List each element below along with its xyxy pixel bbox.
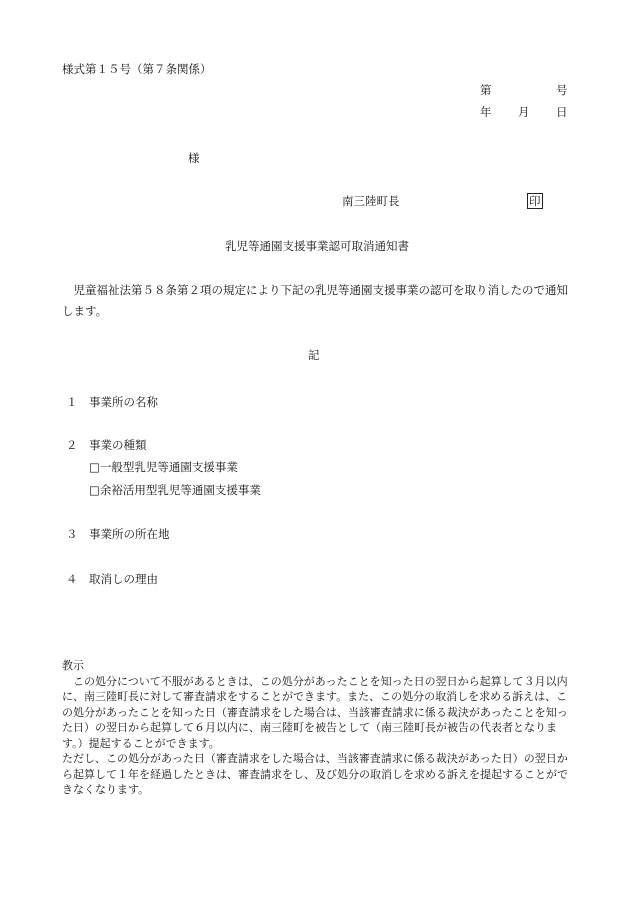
item-2-option-general: □一般型乳児等通園支援事業 <box>89 460 238 474</box>
item-2-label: 事業の種類 <box>89 438 147 452</box>
notice-paragraph-2: ただし、この処分があった日（審査請求をした場合は、当該審査請求に係る裁決があった日）の翌日から起算して１年を経過したときは、審査請求をし、及び処分の取消しを求める訴えを提起することができなくなります。 <box>62 752 568 796</box>
item-1-number: １ <box>66 395 78 409</box>
number-suffix: 号 <box>556 83 568 97</box>
date-day: 日 <box>556 105 568 119</box>
notice-block <box>62 658 574 798</box>
addressee-suffix: 様 <box>188 151 200 165</box>
ki-heading: 記 <box>308 348 320 362</box>
item-2-number: ２ <box>66 438 78 452</box>
item-2-option-surplus: □余裕活用型乳児等通園支援事業 <box>89 483 261 497</box>
notice-paragraph-1: この処分について不服があるときは、この処分があったことを知った日の翌日から起算して３月以内に、南三陸町長に対して審査請求をすることができます。また、この処分の取消しを求める訴えは、この処分があったことを知った日（審査請求をした場合は、当該審査請求に係る裁決があったことを知った日）の翌日から起算して６月以内に、南三陸町を被告として（南三陸町長が被告の代表者となります。）提起することができます。 <box>62 674 568 750</box>
document-title: 乳児等通園支援事業認可取消通知書 <box>225 239 409 253</box>
issuer-name: 南三陸町長 <box>342 194 400 208</box>
item-3-label: 事業所の所在地 <box>89 527 170 541</box>
body-text: 児童福祉法第５８条第２項の規定により下記の乳児等通園支援事業の認可を取り消したので通知します。 <box>62 283 568 318</box>
date-month: 月 <box>518 105 530 119</box>
item-3-number: ３ <box>66 527 78 541</box>
item-4-number: ４ <box>66 572 78 586</box>
item-1-label: 事業所の名称 <box>89 395 158 409</box>
date-year: 年 <box>480 105 492 119</box>
form-label: 様式第１５号（第７条関係） <box>62 62 212 76</box>
seal-icon: 印 <box>529 194 541 208</box>
notice-heading: 教示 <box>62 659 84 672</box>
number-prefix: 第 <box>480 83 492 97</box>
item-4-label: 取消しの理由 <box>89 572 158 586</box>
seal-mark <box>527 193 543 209</box>
